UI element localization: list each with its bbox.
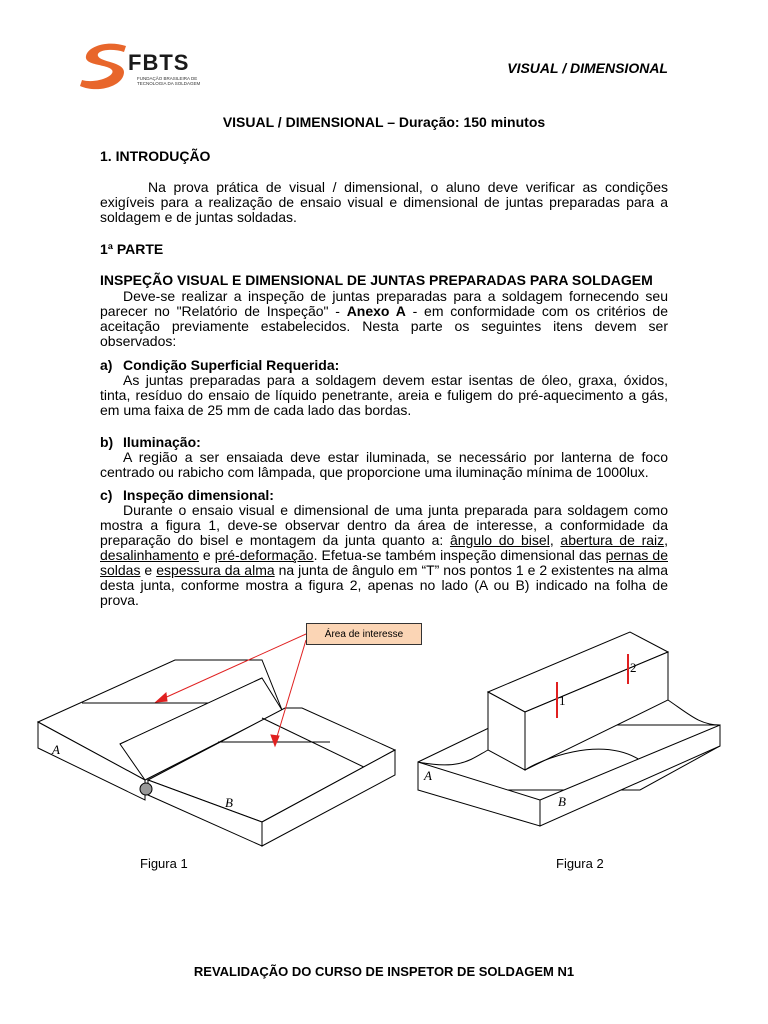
- item-b-label: b): [100, 434, 114, 450]
- fig2-label-b: B: [558, 794, 566, 809]
- page-footer: REVALIDAÇÃO DO CURSO DE INSPETOR DE SOLDAGEM N1: [193, 964, 575, 979]
- part1-heading: 1ª PARTE: [100, 241, 164, 257]
- page-title: VISUAL / DIMENSIONAL – Duração: 150 minutos: [222, 114, 546, 130]
- fig2-point-1-label: 1: [559, 693, 566, 708]
- fig1-label-b: B: [225, 795, 233, 810]
- item-c-title: Inspeção dimensional:: [123, 487, 274, 503]
- item-b-text: A região a ser ensaiada deve estar iluminada, se necessário por lanterna de foco centrado ou rabicho com lâmpada, que proporcione uma iluminação mínima de 1000lux.: [100, 449, 668, 480]
- item-c-text: Durante o ensaio visual e dimensional de uma junta preparada para soldagem como mostra a figura 1, deve-se observar dentro da área de interesse, a conformidade da preparação do bisel e montagem da junta quanto a: ângulo do bisel, abertura de raiz, desalinhamento e pré-deformação. Efetua-se também inspeção dimensional das pernas de soldas e espessura da alma na junta de ângulo em “T” nos pontos 1 e 2 existentes na alma desta junta, conforme mostra a figura 2, apenas no lado (A ou B) indicado na folha de prova.: [100, 502, 669, 608]
- item-a-title: Condição Superficial Requerida:: [123, 357, 340, 373]
- fig2-label-a: A: [424, 768, 432, 783]
- intro-text: Na prova prática de visual / dimensional, o aluno deve verificar as condições exigíveis para a realização de ensaio visual e dimensional de juntas preparadas para a soldagem e de juntas soldadas.: [100, 179, 668, 225]
- figure-1-caption: Figura 1: [140, 856, 188, 871]
- header-right-title: VISUAL / DIMENSIONAL: [507, 60, 668, 76]
- brand-name: FBTS: [128, 50, 190, 75]
- item-b-title: Iluminação:: [123, 434, 201, 450]
- figure-2-caption: Figura 2: [556, 856, 604, 871]
- area-interest-callout: Área de interesse: [306, 623, 422, 645]
- part1-paragraph: Deve-se realizar a inspeção de juntas preparadas para a soldagem fornecendo seu parecer no "Relatório de Inspeção" - Anexo A - em conformidade com os critérios de aceitação previamente estabelecidos. Nesta parte os seguintes itens devem ser observados:: [100, 288, 668, 349]
- fig2-point-2-label: 2: [630, 660, 637, 675]
- item-a-text: As juntas preparadas para a soldagem devem estar isentas de óleo, graxa, óxidos, tinta, resíduo do ensaio de líquido penetrante, areia e fuligem do pré-aquecimento a gás, em uma faixa de 25 mm de cada lado das bordas.: [100, 372, 668, 418]
- fig1-label-a: A: [52, 742, 60, 757]
- item-a-label: a): [100, 357, 113, 373]
- figure-2: [418, 632, 720, 826]
- intro-heading: 1. INTRODUÇÃO: [100, 148, 211, 164]
- item-c-label: c): [100, 487, 113, 503]
- brand-subtitle: FUNDAÇÃO BRASILEIRA DE TECNOLOGIA DA SOLDAGEM: [137, 76, 201, 86]
- figure-1: [38, 660, 395, 846]
- part1-subheading: INSPEÇÃO VISUAL E DIMENSIONAL DE JUNTAS PREPARADAS PARA SOLDAGEM: [100, 272, 653, 288]
